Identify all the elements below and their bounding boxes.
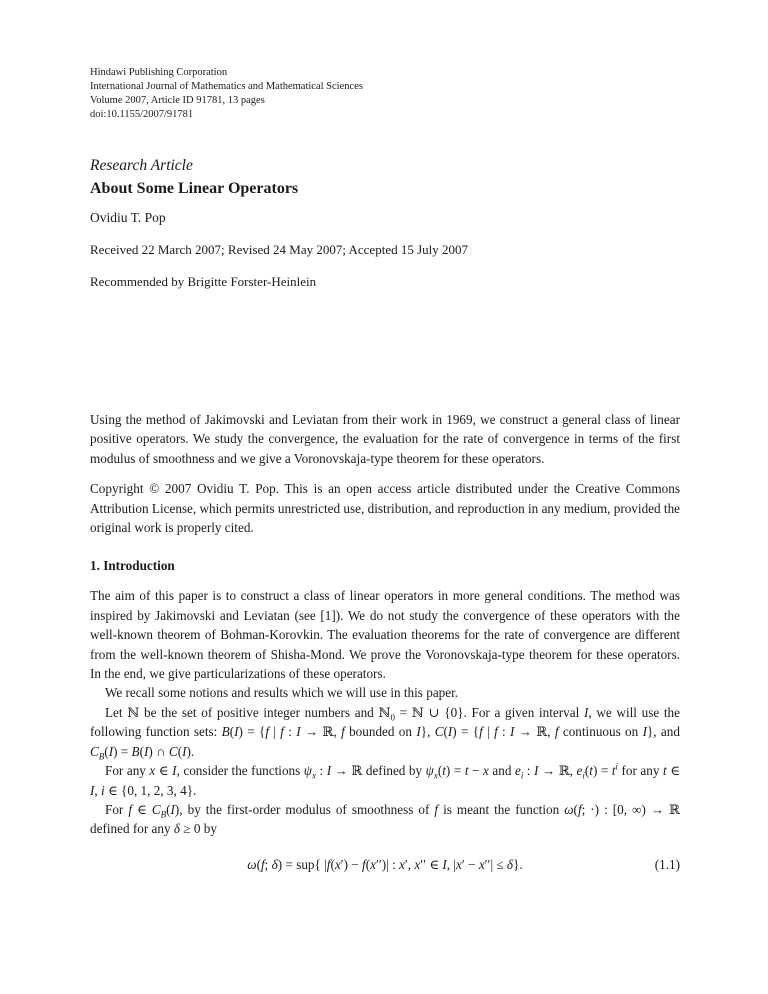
volume-info: Volume 2007, Article ID 91781, 13 pages — [90, 95, 265, 106]
doi-line: doi:10.1155/2007/91781 — [90, 109, 194, 120]
intro-paragraph-3: Let ℕ be the set of positive integer numbers and ℕ$_0$ = ℕ ∪ {0}. For a given interval I, we will use the following function sets: B(I) = {f | f : I → ℝ, f bounded on I}, C(I) = {f | f : I → ℝ, f continuous on I}, and $C_B(I) = B(I)$ ∩ C(I). — [90, 704, 680, 762]
section-heading-introduction: 1. Introduction — [90, 558, 175, 574]
recommended-by-line: Recommended by Brigitte Forster-Heinlein — [90, 274, 317, 289]
received-dates-line: Received 22 March 2007; Revised 24 May 2007; Accepted 15 July 2007 — [90, 242, 469, 257]
article-title: About Some Linear Operators — [90, 180, 299, 197]
text-column — [90, 66, 680, 874]
equation-number: (1.1) — [654, 856, 680, 872]
intro-paragraph-1: The aim of this paper is to construct a class of linear operators in more general conditions. The method was inspired by Jakimovski and Leviatan (see [1]). We do not study the convergence of these operators with the well-known theorem of Bohman-Korovkin. The evaluation theorems for the rate of convergence are different from the well-known theorem of Shisha-Mond. We prove the Voronovskaja-type theorem for these operators. In the end, we give particularizations of these operators. — [90, 588, 680, 682]
publisher-name: Hindawi Publishing Corporation — [90, 67, 228, 78]
abstract-paragraph: Using the method of Jakimovski and Leviatan from their work in 1969, we construct a general class of linear positive operators. We study the convergence, the evaluation for the rate of convergence in terms of the first modulus of smoothness and we give a Voronovskaja-type theorem for these operators. — [90, 412, 680, 466]
intro-paragraph-4: For any x ∈ I, consider the functions $\psi_x$ : I → ℝ defined by $\psi_x(t) = t - x$ and $e_i$ : I → ℝ, $e_i(t) = t^i$ for any t ∈ I, i ∈ {0, 1, 2, 3, 4}. — [90, 761, 680, 798]
equation-block — [90, 855, 680, 874]
journal-name: International Journal of Mathematics and Mathematical Sciences — [90, 81, 363, 92]
intro-paragraph-2: We recall some notions and results which we will use in this paper. — [105, 685, 459, 701]
intro-paragraph-5: For f ∈ $C_B(I)$, by the first-order modulus of smoothness of f is meant the function ω(f; ·) : [0, ∞) → ℝ defined for any δ ≥ 0 by — [90, 801, 681, 837]
equation-1-1: ω(f; δ) = sup{ |f(x′) − f(x′′)| : x′, x′′ ∈ I, |x′ − x′′| ≤ δ}. — [247, 856, 523, 872]
author-name: Ovidiu T. Pop — [90, 210, 166, 225]
copyright-notice: Copyright © 2007 Ovidiu T. Pop. This is an open access article distributed under the Creative Commons Attribution License, which permits unrestricted use, distribution, and reproduction in any medium, provided the original work is properly cited. — [90, 481, 681, 536]
article-type-label: Research Article — [90, 157, 193, 174]
publisher-block — [90, 66, 680, 122]
